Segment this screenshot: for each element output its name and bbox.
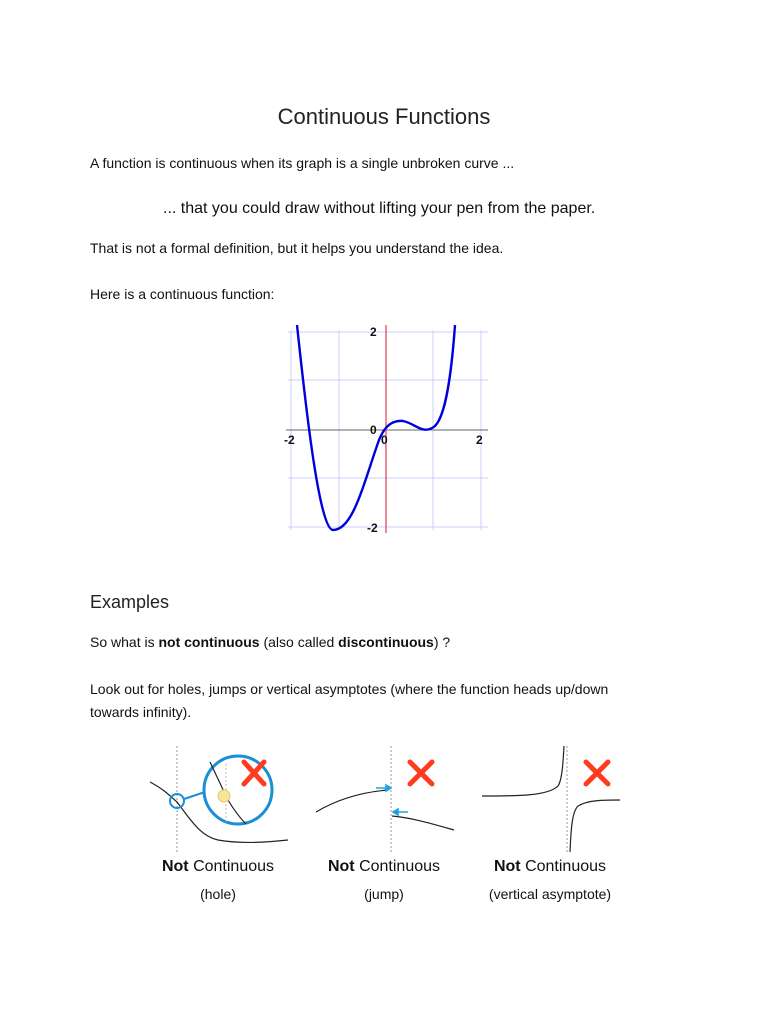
x-label-left: -2 [284, 433, 295, 447]
continuous-function-graph [283, 320, 493, 540]
caption-jump [304, 858, 464, 876]
caption-asymptote-rest: Continuous [520, 858, 607, 875]
caption-hole [138, 858, 298, 876]
cross-icon [586, 762, 608, 784]
graph-svg [283, 320, 493, 535]
y-label-top: 2 [370, 325, 377, 339]
question-text [90, 634, 450, 650]
caption-hole-sub: (hole) [200, 886, 236, 902]
jump-diagram [308, 744, 468, 856]
page-title: Continuous Functions [277, 104, 491, 129]
y-label-zero: 0 [370, 423, 377, 437]
caption-asymptote-not: Not [493, 858, 521, 875]
caption-jump-rest: Continuous [354, 858, 441, 875]
here-text: Here is a continuous function: [90, 286, 275, 302]
example-hole-figure [140, 744, 300, 856]
note-text: That is not a formal definition, but it helps you understand the idea. [90, 240, 504, 256]
caption-hole-not: Not [161, 858, 189, 875]
example-asymptote-figure [478, 744, 638, 856]
x-label-right: 2 [476, 433, 483, 447]
arrow-left-icon [393, 809, 408, 815]
question-prefix: So what is [90, 634, 159, 650]
intro-text: A function is continuous when its graph is a single unbroken curve ... [90, 155, 515, 171]
cross-icon [410, 762, 432, 784]
question-suffix: ) ? [433, 634, 451, 650]
caption-jump-sub: (jump) [364, 886, 404, 902]
caption-hole-rest: Continuous [188, 858, 275, 875]
lookout-line-2: towards infinity). [90, 704, 192, 720]
caption-asymptote-sub: (vertical asymptote) [488, 886, 612, 902]
lookout-line-1: Look out for holes, jumps or vertical asymptotes (where the function heads up/down [90, 681, 609, 697]
indented-text: ... that you could draw without lifting your pen from the paper. [163, 200, 596, 217]
x-label-zero: 0 [381, 433, 388, 447]
question-bold-discontinuous: discontinuous [338, 634, 434, 650]
y-label-bottom: -2 [367, 521, 378, 535]
question-middle: (also called [259, 634, 339, 650]
examples-heading: Examples [90, 592, 170, 612]
caption-asymptote [470, 858, 630, 876]
hole-diagram [140, 744, 300, 856]
question-bold-not-continuous: not continuous [158, 634, 260, 650]
caption-jump-not: Not [327, 858, 355, 875]
example-jump-figure [308, 744, 468, 856]
asymptote-diagram [478, 744, 638, 856]
